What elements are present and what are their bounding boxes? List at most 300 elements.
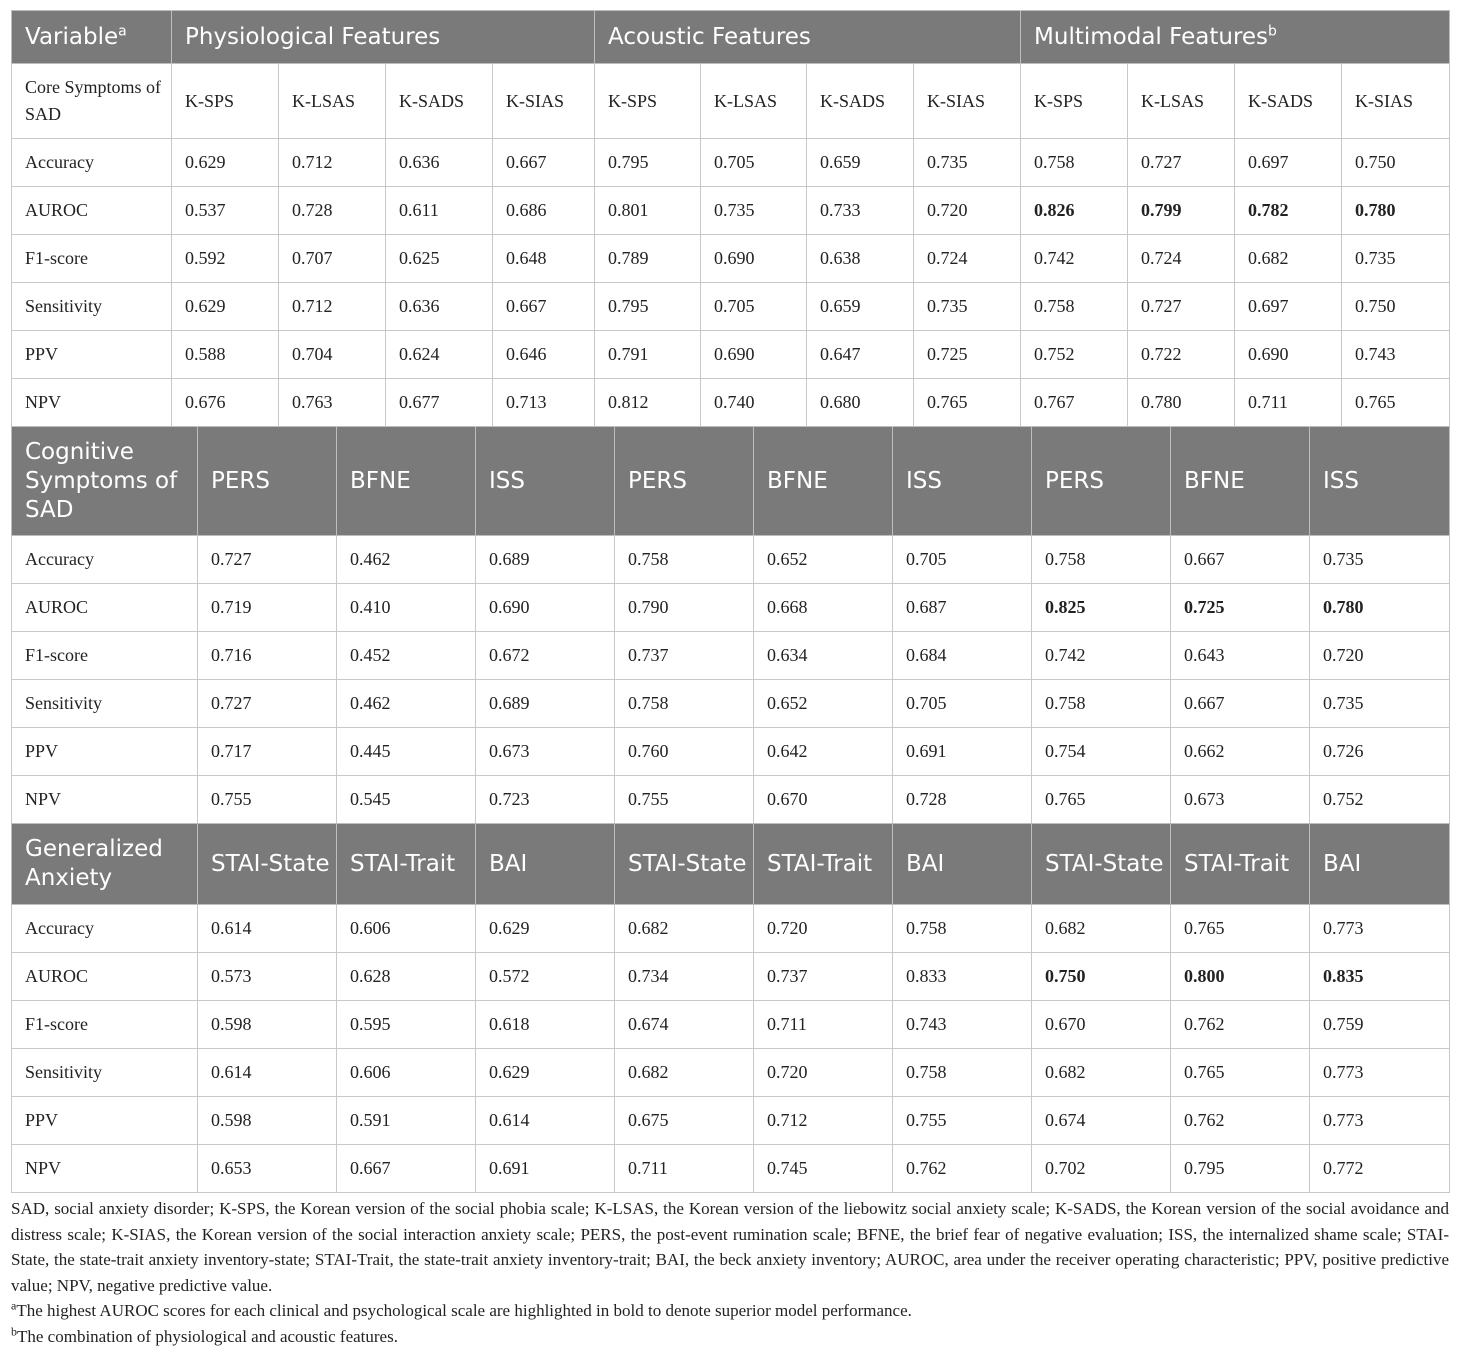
value-text: 0.762 (1184, 1014, 1225, 1034)
value-text: 0.629 (489, 918, 530, 938)
group-physiological: Physiological Features (172, 11, 595, 64)
value-text: 0.735 (714, 200, 755, 220)
results-table (11, 10, 1449, 1193)
metric-value (754, 536, 893, 584)
scale-header: K-SADS (386, 64, 493, 139)
metric-value (1310, 905, 1450, 953)
metric-value (279, 331, 386, 379)
value-text: 0.801 (608, 200, 649, 220)
metric-value (615, 1001, 754, 1049)
metric-value (476, 776, 615, 824)
value-text: 0.652 (767, 693, 808, 713)
metric-value (1310, 953, 1450, 1001)
value-text: 0.767 (1034, 392, 1075, 412)
metric-label: PPV (12, 1097, 198, 1145)
value-text: 0.689 (489, 549, 530, 569)
value-text: 0.755 (211, 789, 252, 809)
scale-header: STAI-State (615, 824, 754, 905)
metric-value (172, 235, 279, 283)
metric-value (615, 536, 754, 584)
metric-value (1235, 187, 1342, 235)
value-text: 0.727 (211, 693, 252, 713)
value-text: 0.795 (608, 296, 649, 316)
value-text: 0.735 (927, 296, 968, 316)
value-text: 0.648 (506, 248, 547, 268)
value-text: 0.682 (1045, 1062, 1086, 1082)
value-text: 0.765 (1184, 918, 1225, 938)
value-text: 0.758 (1034, 296, 1075, 316)
best-auroc-value: 0.780 (1355, 200, 1396, 220)
metric-label: PPV (12, 331, 172, 379)
metric-value (337, 1049, 476, 1097)
value-text: 0.762 (1184, 1110, 1225, 1130)
value-text: 0.592 (185, 248, 226, 268)
value-text: 0.758 (1045, 549, 1086, 569)
value-text: 0.758 (1034, 152, 1075, 172)
metric-value (893, 728, 1032, 776)
metric-value (386, 283, 493, 331)
table-row (12, 905, 1450, 953)
value-text: 0.722 (1141, 344, 1182, 364)
value-text: 0.790 (628, 597, 669, 617)
value-text: 0.668 (767, 597, 808, 617)
value-text: 0.728 (906, 789, 947, 809)
metric-value (1032, 905, 1171, 953)
value-text: 0.462 (350, 549, 391, 569)
best-auroc-value: 0.782 (1248, 200, 1289, 220)
metric-value (1128, 139, 1235, 187)
value-text: 0.652 (767, 549, 808, 569)
metric-label: Accuracy (12, 536, 198, 584)
table-row (12, 283, 1450, 331)
metric-value (595, 187, 701, 235)
metric-value (1021, 235, 1128, 283)
metric-value (754, 776, 893, 824)
metric-value (1171, 1001, 1310, 1049)
metric-value (615, 584, 754, 632)
metric-value (615, 953, 754, 1001)
value-text: 0.743 (1355, 344, 1396, 364)
value-text: 0.740 (714, 392, 755, 412)
value-text: 0.673 (489, 741, 530, 761)
value-text: 0.690 (714, 344, 755, 364)
metric-value (1235, 379, 1342, 427)
value-text: 0.720 (927, 200, 968, 220)
metric-value (386, 331, 493, 379)
best-auroc-value: 0.780 (1323, 597, 1364, 617)
metric-value (1310, 1001, 1450, 1049)
metric-value (1171, 776, 1310, 824)
value-text: 0.720 (767, 1062, 808, 1082)
value-text: 0.726 (1323, 741, 1364, 761)
metric-value (615, 1145, 754, 1193)
value-text: 0.672 (489, 645, 530, 665)
value-text: 0.789 (608, 248, 649, 268)
metric-value (337, 1001, 476, 1049)
metric-value (337, 680, 476, 728)
metric-label: F1-score (12, 235, 172, 283)
value-text: 0.833 (906, 966, 947, 986)
value-text: 0.642 (767, 741, 808, 761)
value-text: 0.707 (292, 248, 333, 268)
value-text: 0.598 (211, 1014, 252, 1034)
scale-header: STAI-State (198, 824, 337, 905)
best-auroc-value: 0.826 (1034, 200, 1075, 220)
footnote-abbreviations: SAD, social anxiety disorder; K-SPS, the Korean version of the social phobia scale; K-LSAS, the Korean version of the liebowitz social anxiety scale; K-SADS, the Korean version of the social avoidance and distress scale; K-SIAS, the Korean version of the social interaction anxiety scale; PERS, the post-event rumination scale; BFNE, the brief fear of negative evaluation; ISS, the internalized shame scale; STAI-State, the state-trait anxiety inventory-state; STAI-Trait, the state-trait anxiety inventory-trait; BAI, the beck anxiety inventory; AUROC, area under the receiver operating characteristic; PPV, positive predictive value; NPV, negative predictive value. (11, 1199, 1449, 1295)
scale-header: K-SPS (172, 64, 279, 139)
scale-header: PERS (1032, 427, 1171, 536)
metric-value (198, 905, 337, 953)
metric-value (1171, 1097, 1310, 1145)
metric-value (198, 1049, 337, 1097)
metric-value (198, 1097, 337, 1145)
metric-value (1021, 379, 1128, 427)
value-text: 0.682 (1248, 248, 1289, 268)
metric-value (701, 379, 807, 427)
metric-value (1342, 379, 1450, 427)
value-text: 0.690 (1248, 344, 1289, 364)
value-text: 0.742 (1045, 645, 1086, 665)
value-text: 0.674 (628, 1014, 669, 1034)
metric-value (893, 1001, 1032, 1049)
metric-value (754, 1049, 893, 1097)
metric-value (807, 331, 914, 379)
value-text: 0.728 (292, 200, 333, 220)
metric-value (893, 536, 1032, 584)
value-text: 0.638 (820, 248, 861, 268)
section-header-row (12, 824, 1450, 905)
value-text: 0.754 (1045, 741, 1086, 761)
metric-value (476, 632, 615, 680)
metric-value (1342, 139, 1450, 187)
scale-header: PERS (615, 427, 754, 536)
table-row (12, 953, 1450, 1001)
table-generalized-anxiety (11, 823, 1450, 1193)
metric-value (615, 905, 754, 953)
table-row (12, 632, 1450, 680)
scale-header: K-SIAS (493, 64, 595, 139)
scale-header: STAI-Trait (754, 824, 893, 905)
table-row (12, 680, 1450, 728)
metric-value (701, 331, 807, 379)
metric-value (198, 953, 337, 1001)
metric-value (1310, 680, 1450, 728)
scale-header: BFNE (754, 427, 893, 536)
scale-header: BFNE (337, 427, 476, 536)
metric-value (893, 584, 1032, 632)
table-core-symptoms (11, 10, 1450, 427)
metric-value (1032, 1049, 1171, 1097)
metric-value (893, 905, 1032, 953)
value-text: 0.647 (820, 344, 861, 364)
metric-value (198, 1001, 337, 1049)
metric-value (476, 1145, 615, 1193)
metric-value (1032, 536, 1171, 584)
value-text: 0.684 (906, 645, 947, 665)
value-text: 0.677 (399, 392, 440, 412)
metric-value (1032, 776, 1171, 824)
metric-value (172, 331, 279, 379)
metric-value (754, 1097, 893, 1145)
scale-header: K-LSAS (1128, 64, 1235, 139)
metric-value (1021, 283, 1128, 331)
metric-value (754, 1001, 893, 1049)
value-text: 0.737 (628, 645, 669, 665)
value-text: 0.606 (350, 1062, 391, 1082)
value-text: 0.667 (350, 1158, 391, 1178)
value-text: 0.727 (211, 549, 252, 569)
table-row (12, 1097, 1450, 1145)
metric-value (1171, 905, 1310, 953)
metric-value (1310, 584, 1450, 632)
scale-header: K-SPS (1021, 64, 1128, 139)
group-acoustic: Acoustic Features (595, 11, 1021, 64)
metric-value (1235, 139, 1342, 187)
best-auroc-value: 0.750 (1045, 966, 1086, 986)
metric-value (386, 187, 493, 235)
value-text: 0.712 (767, 1110, 808, 1130)
value-text: 0.724 (927, 248, 968, 268)
scale-header: K-SADS (807, 64, 914, 139)
metric-value (198, 632, 337, 680)
metric-value (493, 235, 595, 283)
section-title: Cognitive Symptoms of SAD (12, 427, 198, 536)
metric-value (279, 283, 386, 331)
value-text: 0.712 (292, 152, 333, 172)
table-row (12, 776, 1450, 824)
value-text: 0.702 (1045, 1158, 1086, 1178)
metric-value (493, 379, 595, 427)
metric-value (1310, 1097, 1450, 1145)
value-text: 0.659 (820, 152, 861, 172)
value-text: 0.712 (292, 296, 333, 316)
scale-header: BAI (893, 824, 1032, 905)
value-text: 0.705 (714, 152, 755, 172)
footnote-b: $^b$The combination of physiological and acoustic features. (11, 1323, 398, 1346)
value-text: 0.670 (1045, 1014, 1086, 1034)
scale-header: ISS (893, 427, 1032, 536)
metric-value (337, 632, 476, 680)
metric-value (1342, 187, 1450, 235)
value-text: 0.595 (350, 1014, 391, 1034)
value-text: 0.705 (906, 693, 947, 713)
value-text: 0.717 (211, 741, 252, 761)
metric-value (337, 1097, 476, 1145)
metric-value (754, 632, 893, 680)
value-text: 0.682 (628, 918, 669, 938)
value-text: 0.733 (820, 200, 861, 220)
value-text: 0.624 (399, 344, 440, 364)
value-text: 0.636 (399, 296, 440, 316)
metric-value (1342, 283, 1450, 331)
value-text: 0.773 (1323, 918, 1364, 938)
value-text: 0.755 (628, 789, 669, 809)
metric-value (893, 776, 1032, 824)
scale-header: ISS (1310, 427, 1450, 536)
metric-value (493, 187, 595, 235)
metric-value (1032, 953, 1171, 1001)
value-text: 0.686 (506, 200, 547, 220)
value-text: 0.545 (350, 789, 391, 809)
value-text: 0.752 (1323, 789, 1364, 809)
section-header-row (12, 64, 1450, 139)
value-text: 0.725 (927, 344, 968, 364)
value-text: 0.462 (350, 693, 391, 713)
value-text: 0.634 (767, 645, 808, 665)
scale-header: PERS (198, 427, 337, 536)
metric-value (198, 536, 337, 584)
value-text: 0.758 (906, 1062, 947, 1082)
metric-value (1310, 1145, 1450, 1193)
metric-value (754, 905, 893, 953)
metric-value (1171, 953, 1310, 1001)
metric-value (807, 139, 914, 187)
scale-header: ISS (476, 427, 615, 536)
metric-value (595, 139, 701, 187)
value-text: 0.691 (489, 1158, 530, 1178)
metric-label: NPV (12, 1145, 198, 1193)
value-text: 0.750 (1355, 152, 1396, 172)
metric-value (1128, 187, 1235, 235)
value-text: 0.795 (608, 152, 649, 172)
value-text: 0.795 (1184, 1158, 1225, 1178)
metric-value (1032, 632, 1171, 680)
metric-value (595, 283, 701, 331)
metric-value (279, 139, 386, 187)
value-text: 0.745 (767, 1158, 808, 1178)
metric-value (1032, 584, 1171, 632)
metric-value (1310, 728, 1450, 776)
metric-value (807, 283, 914, 331)
metric-value (198, 728, 337, 776)
best-auroc-value: 0.725 (1184, 597, 1225, 617)
metric-value (893, 1049, 1032, 1097)
value-text: 0.773 (1323, 1062, 1364, 1082)
best-auroc-value: 0.825 (1045, 597, 1086, 617)
value-text: 0.758 (906, 918, 947, 938)
value-text: 0.537 (185, 200, 226, 220)
metric-value (1128, 283, 1235, 331)
value-text: 0.719 (211, 597, 252, 617)
metric-value (476, 536, 615, 584)
value-text: 0.734 (628, 966, 669, 986)
value-text: 0.675 (628, 1110, 669, 1130)
value-text: 0.720 (767, 918, 808, 938)
metric-value (476, 584, 615, 632)
metric-value (337, 905, 476, 953)
metric-value (476, 905, 615, 953)
metric-value (893, 1097, 1032, 1145)
value-text: 0.760 (628, 741, 669, 761)
value-text: 0.711 (628, 1158, 668, 1178)
metric-value (198, 776, 337, 824)
metric-label: AUROC (12, 584, 198, 632)
value-text: 0.662 (1184, 741, 1225, 761)
scale-header: BFNE (1171, 427, 1310, 536)
table-row (12, 139, 1450, 187)
value-text: 0.716 (211, 645, 252, 665)
value-text: 0.676 (185, 392, 226, 412)
value-text: 0.628 (350, 966, 391, 986)
value-text: 0.735 (927, 152, 968, 172)
metric-value (914, 235, 1021, 283)
metric-value (893, 632, 1032, 680)
metric-value (1342, 235, 1450, 283)
metric-value (914, 331, 1021, 379)
metric-value (893, 680, 1032, 728)
value-text: 0.591 (350, 1110, 391, 1130)
metric-value (615, 776, 754, 824)
variable-header: Variable$^a$ (12, 11, 172, 64)
metric-value (386, 139, 493, 187)
metric-value (1310, 632, 1450, 680)
metric-value (615, 680, 754, 728)
value-text: 0.735 (1323, 693, 1364, 713)
value-text: 0.758 (1045, 693, 1086, 713)
metric-label: AUROC (12, 953, 198, 1001)
metric-value (1235, 235, 1342, 283)
metric-value (701, 187, 807, 235)
metric-label: AUROC (12, 187, 172, 235)
metric-value (279, 379, 386, 427)
value-text: 0.682 (1045, 918, 1086, 938)
metric-value (595, 379, 701, 427)
metric-value (476, 953, 615, 1001)
metric-value (754, 953, 893, 1001)
metric-value (1171, 536, 1310, 584)
value-text: 0.659 (820, 296, 861, 316)
metric-label: F1-score (12, 632, 198, 680)
metric-label: Accuracy (12, 905, 198, 953)
table-cognitive-symptoms (11, 426, 1450, 824)
value-text: 0.735 (1323, 549, 1364, 569)
value-text: 0.711 (1248, 392, 1288, 412)
metric-value (1310, 776, 1450, 824)
metric-value (386, 379, 493, 427)
value-text: 0.646 (506, 344, 547, 364)
table-row (12, 379, 1450, 427)
value-text: 0.720 (1323, 645, 1364, 665)
value-text: 0.606 (350, 918, 391, 938)
table-row (12, 187, 1450, 235)
value-text: 0.697 (1248, 152, 1289, 172)
value-text: 0.689 (489, 693, 530, 713)
metric-value (476, 1049, 615, 1097)
metric-value (807, 187, 914, 235)
table-row (12, 235, 1450, 283)
value-text: 0.629 (185, 152, 226, 172)
metric-value (1171, 1145, 1310, 1193)
metric-value (615, 728, 754, 776)
metric-value (493, 283, 595, 331)
metric-value (198, 1145, 337, 1193)
best-auroc-value: 0.799 (1141, 200, 1182, 220)
value-text: 0.667 (506, 296, 547, 316)
metric-value (1032, 728, 1171, 776)
metric-value (701, 139, 807, 187)
value-text: 0.667 (506, 152, 547, 172)
value-text: 0.452 (350, 645, 391, 665)
metric-value (1021, 187, 1128, 235)
table-row (12, 584, 1450, 632)
metric-value (701, 283, 807, 331)
metric-value (1021, 331, 1128, 379)
metric-value (754, 728, 893, 776)
metric-value (279, 187, 386, 235)
metric-value (1128, 331, 1235, 379)
value-text: 0.636 (399, 152, 440, 172)
metric-value (337, 953, 476, 1001)
